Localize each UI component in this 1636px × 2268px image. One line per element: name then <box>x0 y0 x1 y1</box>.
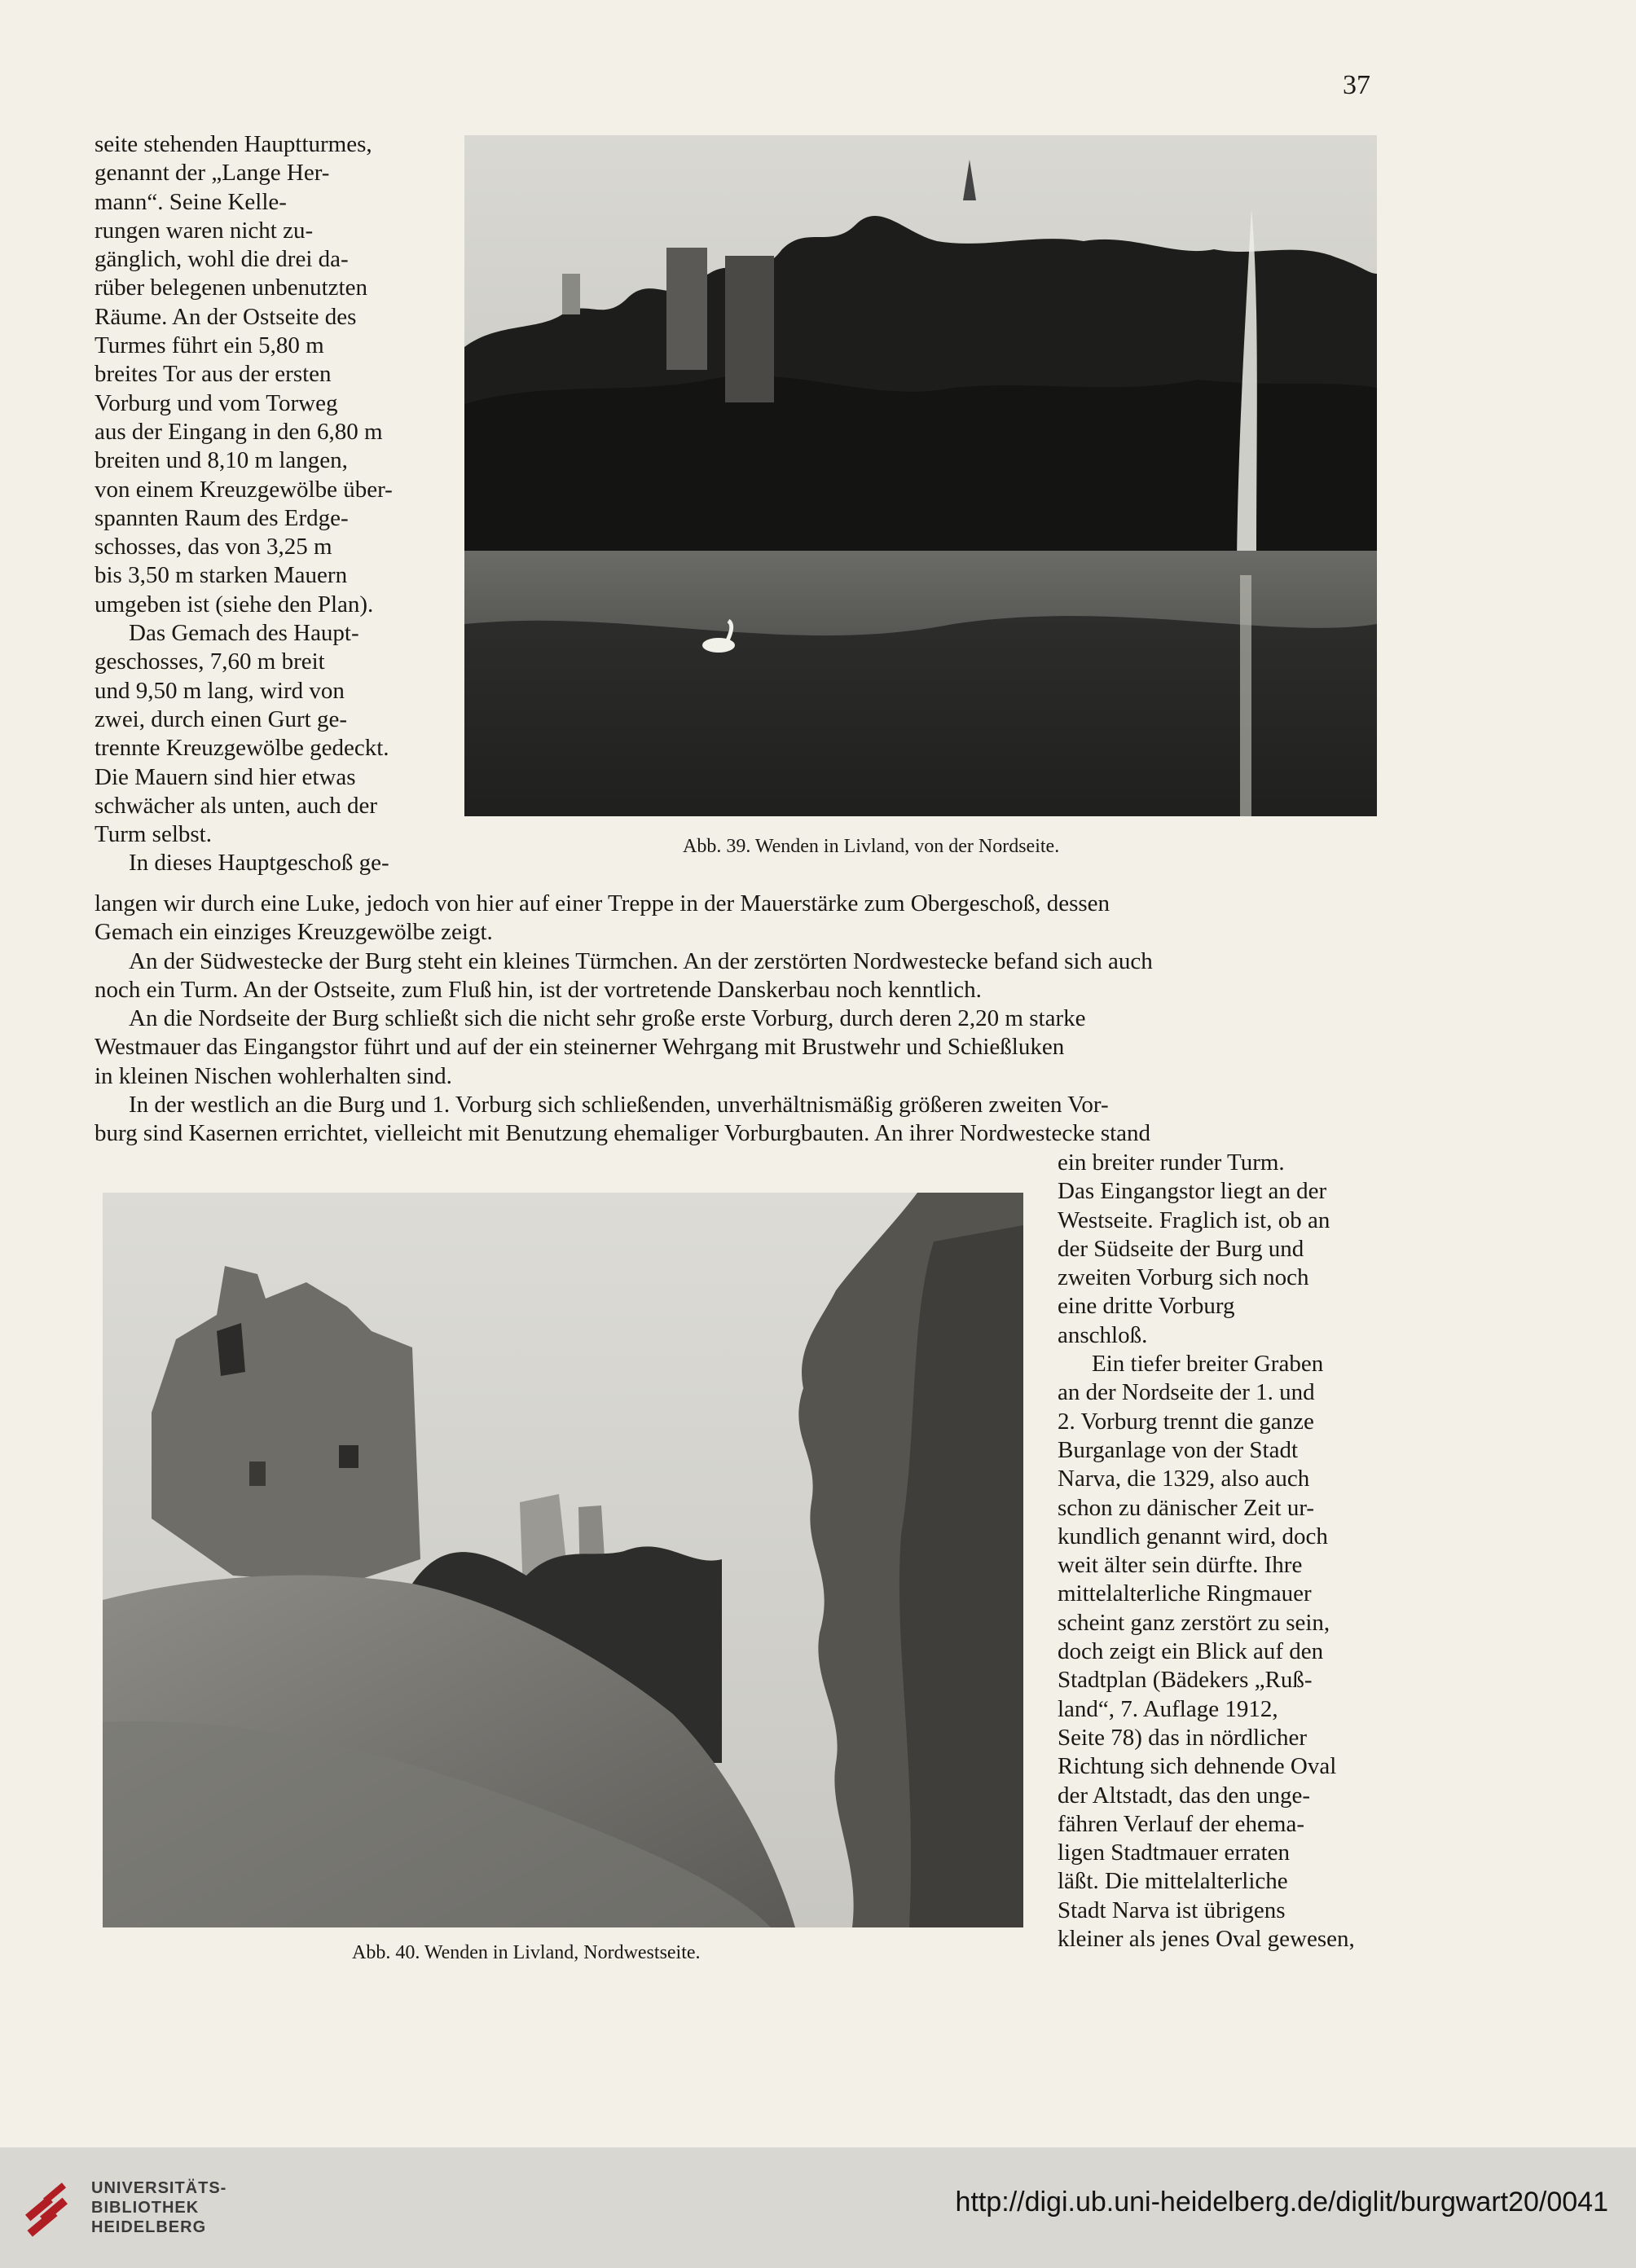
text-line: An die Nordseite der Burg schließt sich die nicht sehr große erste Vorburg, durch deren 2,20 m starke <box>129 1005 1086 1032</box>
figure-39-photo <box>464 135 1377 816</box>
text-line: Stadtplan (Bädekers „Ruß- <box>1058 1667 1313 1694</box>
text-line: genannt der „Lange Her- <box>95 160 330 187</box>
text-line: kundlich genannt wird, doch <box>1058 1523 1328 1549</box>
figure-39-caption: Abb. 39. Wenden in Livland, von der Nordseite. <box>683 836 1060 857</box>
text-line: bis 3,50 m starken Mauern <box>95 562 348 589</box>
text-line: Turm selbst. <box>95 821 212 848</box>
text-line: ein breiter runder Turm. <box>1058 1149 1285 1176</box>
text-line: langen wir durch eine Luke, jedoch von hier auf einer Treppe in der Mauerstärke zum Obergeschoß, dessen <box>95 890 1110 916</box>
library-name <box>91 2178 226 2237</box>
text-line: In der westlich an die Burg und 1. Vorburg sich schließenden, unverhältnismäßig größeren zweiten Vor- <box>129 1092 1109 1119</box>
text-line: breites Tor aus der ersten <box>95 361 332 388</box>
fullwidth-text <box>95 890 1383 1149</box>
text-line: spannten Raum des Erdge- <box>95 504 349 531</box>
text-line: der Altstadt, das den unge- <box>1058 1782 1311 1809</box>
text-line: 2. Vorburg trennt die ganze <box>1058 1408 1314 1435</box>
library-name-line: BIBLIOTHEK <box>91 2199 200 2217</box>
text-line: Westmauer das Eingangstor führt und auf der ein steinerner Wehrgang mit Brustwehr und Schießluken <box>95 1034 1065 1061</box>
text-line: aus der Eingang in den 6,80 m <box>95 418 383 445</box>
library-name-line: HEIDELBERG <box>91 2218 207 2236</box>
text-line: an der Nordseite der 1. und <box>1058 1379 1315 1406</box>
text-line: ligen Stadtmauer erraten <box>1058 1839 1291 1866</box>
text-line: kleiner als jenes Oval gewesen, <box>1058 1926 1355 1953</box>
text-line: Ein tiefer breiter Graben <box>1092 1351 1324 1378</box>
library-logo-icon <box>20 2172 86 2244</box>
text-line: In dieses Hauptgeschoß ge- <box>129 850 389 877</box>
text-line: schon zu dänischer Zeit ur- <box>1058 1494 1315 1521</box>
lake-castle-image <box>464 135 1377 816</box>
column-left-top <box>95 130 446 878</box>
text-line: Die Mauern sind hier etwas <box>95 763 356 790</box>
text-line: schwächer als unten, auch der <box>95 792 378 819</box>
source-url-link[interactable]: http://digi.ub.uni-heidelberg.de/diglit/burgwart20/0041 <box>955 2187 1608 2217</box>
text-line: gänglich, wohl die drei da- <box>95 246 349 273</box>
text-line: eine dritte Vorburg <box>1058 1293 1235 1320</box>
page-number: 37 <box>1343 70 1370 100</box>
text-line: mittelalterliche Ringmauer <box>1058 1580 1312 1607</box>
text-line: weit älter sein dürfte. Ihre <box>1058 1552 1303 1579</box>
library-name-line: UNIVERSITÄTS- <box>91 2179 227 2197</box>
text-line: Seite 78) das in nördlicher <box>1058 1724 1308 1751</box>
text-line: geschosses, 7,60 m breit <box>95 648 325 675</box>
text-line: breiten und 8,10 m langen, <box>95 447 348 474</box>
text-line: noch ein Turm. An der Ostseite, zum Fluß hin, ist der vortretende Danskerbau noch kenntlich. <box>95 976 982 1003</box>
text-line: Räume. An der Ostseite des <box>95 303 357 330</box>
text-line: Richtung sich dehnende Oval <box>1058 1753 1337 1780</box>
ruin-wall-image <box>103 1193 1023 1927</box>
text-line: trennte Kreuzgewölbe gedeckt. <box>95 735 389 762</box>
text-line: Das Eingangstor liegt an der <box>1058 1178 1327 1205</box>
text-line: seite stehenden Hauptturmes, <box>95 131 372 157</box>
column-right-bottom <box>1058 1149 1388 1954</box>
text-line: scheint ganz zerstört zu sein, <box>1058 1609 1330 1636</box>
text-line: An der Südwestecke der Burg steht ein kleines Türmchen. An der zerstörten Nordwestecke befand sich auch <box>129 947 1153 974</box>
text-line: fähren Verlauf der ehema- <box>1058 1810 1304 1837</box>
text-line: Narva, die 1329, also auch <box>1058 1466 1310 1492</box>
text-line: in kleinen Nischen wohlerhalten sind. <box>95 1062 452 1089</box>
text-line: Gemach ein einziges Kreuzgewölbe zeigt. <box>95 919 493 946</box>
text-line: burg sind Kasernen errichtet, vielleicht mit Benutzung ehemaliger Vorburgbauten. An ihrer Nordwestecke stand <box>95 1120 1151 1147</box>
footer-bar <box>0 2147 1636 2268</box>
text-line: land“, 7. Auflage 1912, <box>1058 1695 1278 1722</box>
text-line: schosses, das von 3,25 m <box>95 534 332 560</box>
text-line: der Südseite der Burg und <box>1058 1235 1304 1262</box>
text-line: läßt. Die mittelalterliche <box>1058 1868 1288 1895</box>
text-line: doch zeigt ein Blick auf den <box>1058 1638 1324 1665</box>
text-line: Stadt Narva ist übrigens <box>1058 1897 1286 1923</box>
text-line: und 9,50 m lang, wird von <box>95 677 345 704</box>
text-line: von einem Kreuzgewölbe über- <box>95 476 393 503</box>
text-line: Westseite. Fraglich ist, ob an <box>1058 1207 1330 1233</box>
text-line: Turmes führt ein 5,80 m <box>95 332 324 359</box>
text-line: mann“. Seine Kelle- <box>95 188 287 215</box>
text-line: rungen waren nicht zu- <box>95 217 314 244</box>
text-line: zwei, durch einen Gurt ge- <box>95 705 348 732</box>
figure-40-photo <box>103 1193 1023 1927</box>
text-line: umgeben ist (siehe den Plan). <box>95 591 374 618</box>
text-line: zweiten Vorburg sich noch <box>1058 1264 1309 1291</box>
text-line: Burganlage von der Stadt <box>1058 1436 1299 1463</box>
text-line: anschloß. <box>1058 1321 1148 1348</box>
text-line: Vorburg und vom Torweg <box>95 389 338 416</box>
text-line: Das Gemach des Haupt- <box>129 620 359 647</box>
text-line: rüber belegenen unbenutzten <box>95 275 367 301</box>
figure-40-caption: Abb. 40. Wenden in Livland, Nordwestseite. <box>352 1942 701 1963</box>
